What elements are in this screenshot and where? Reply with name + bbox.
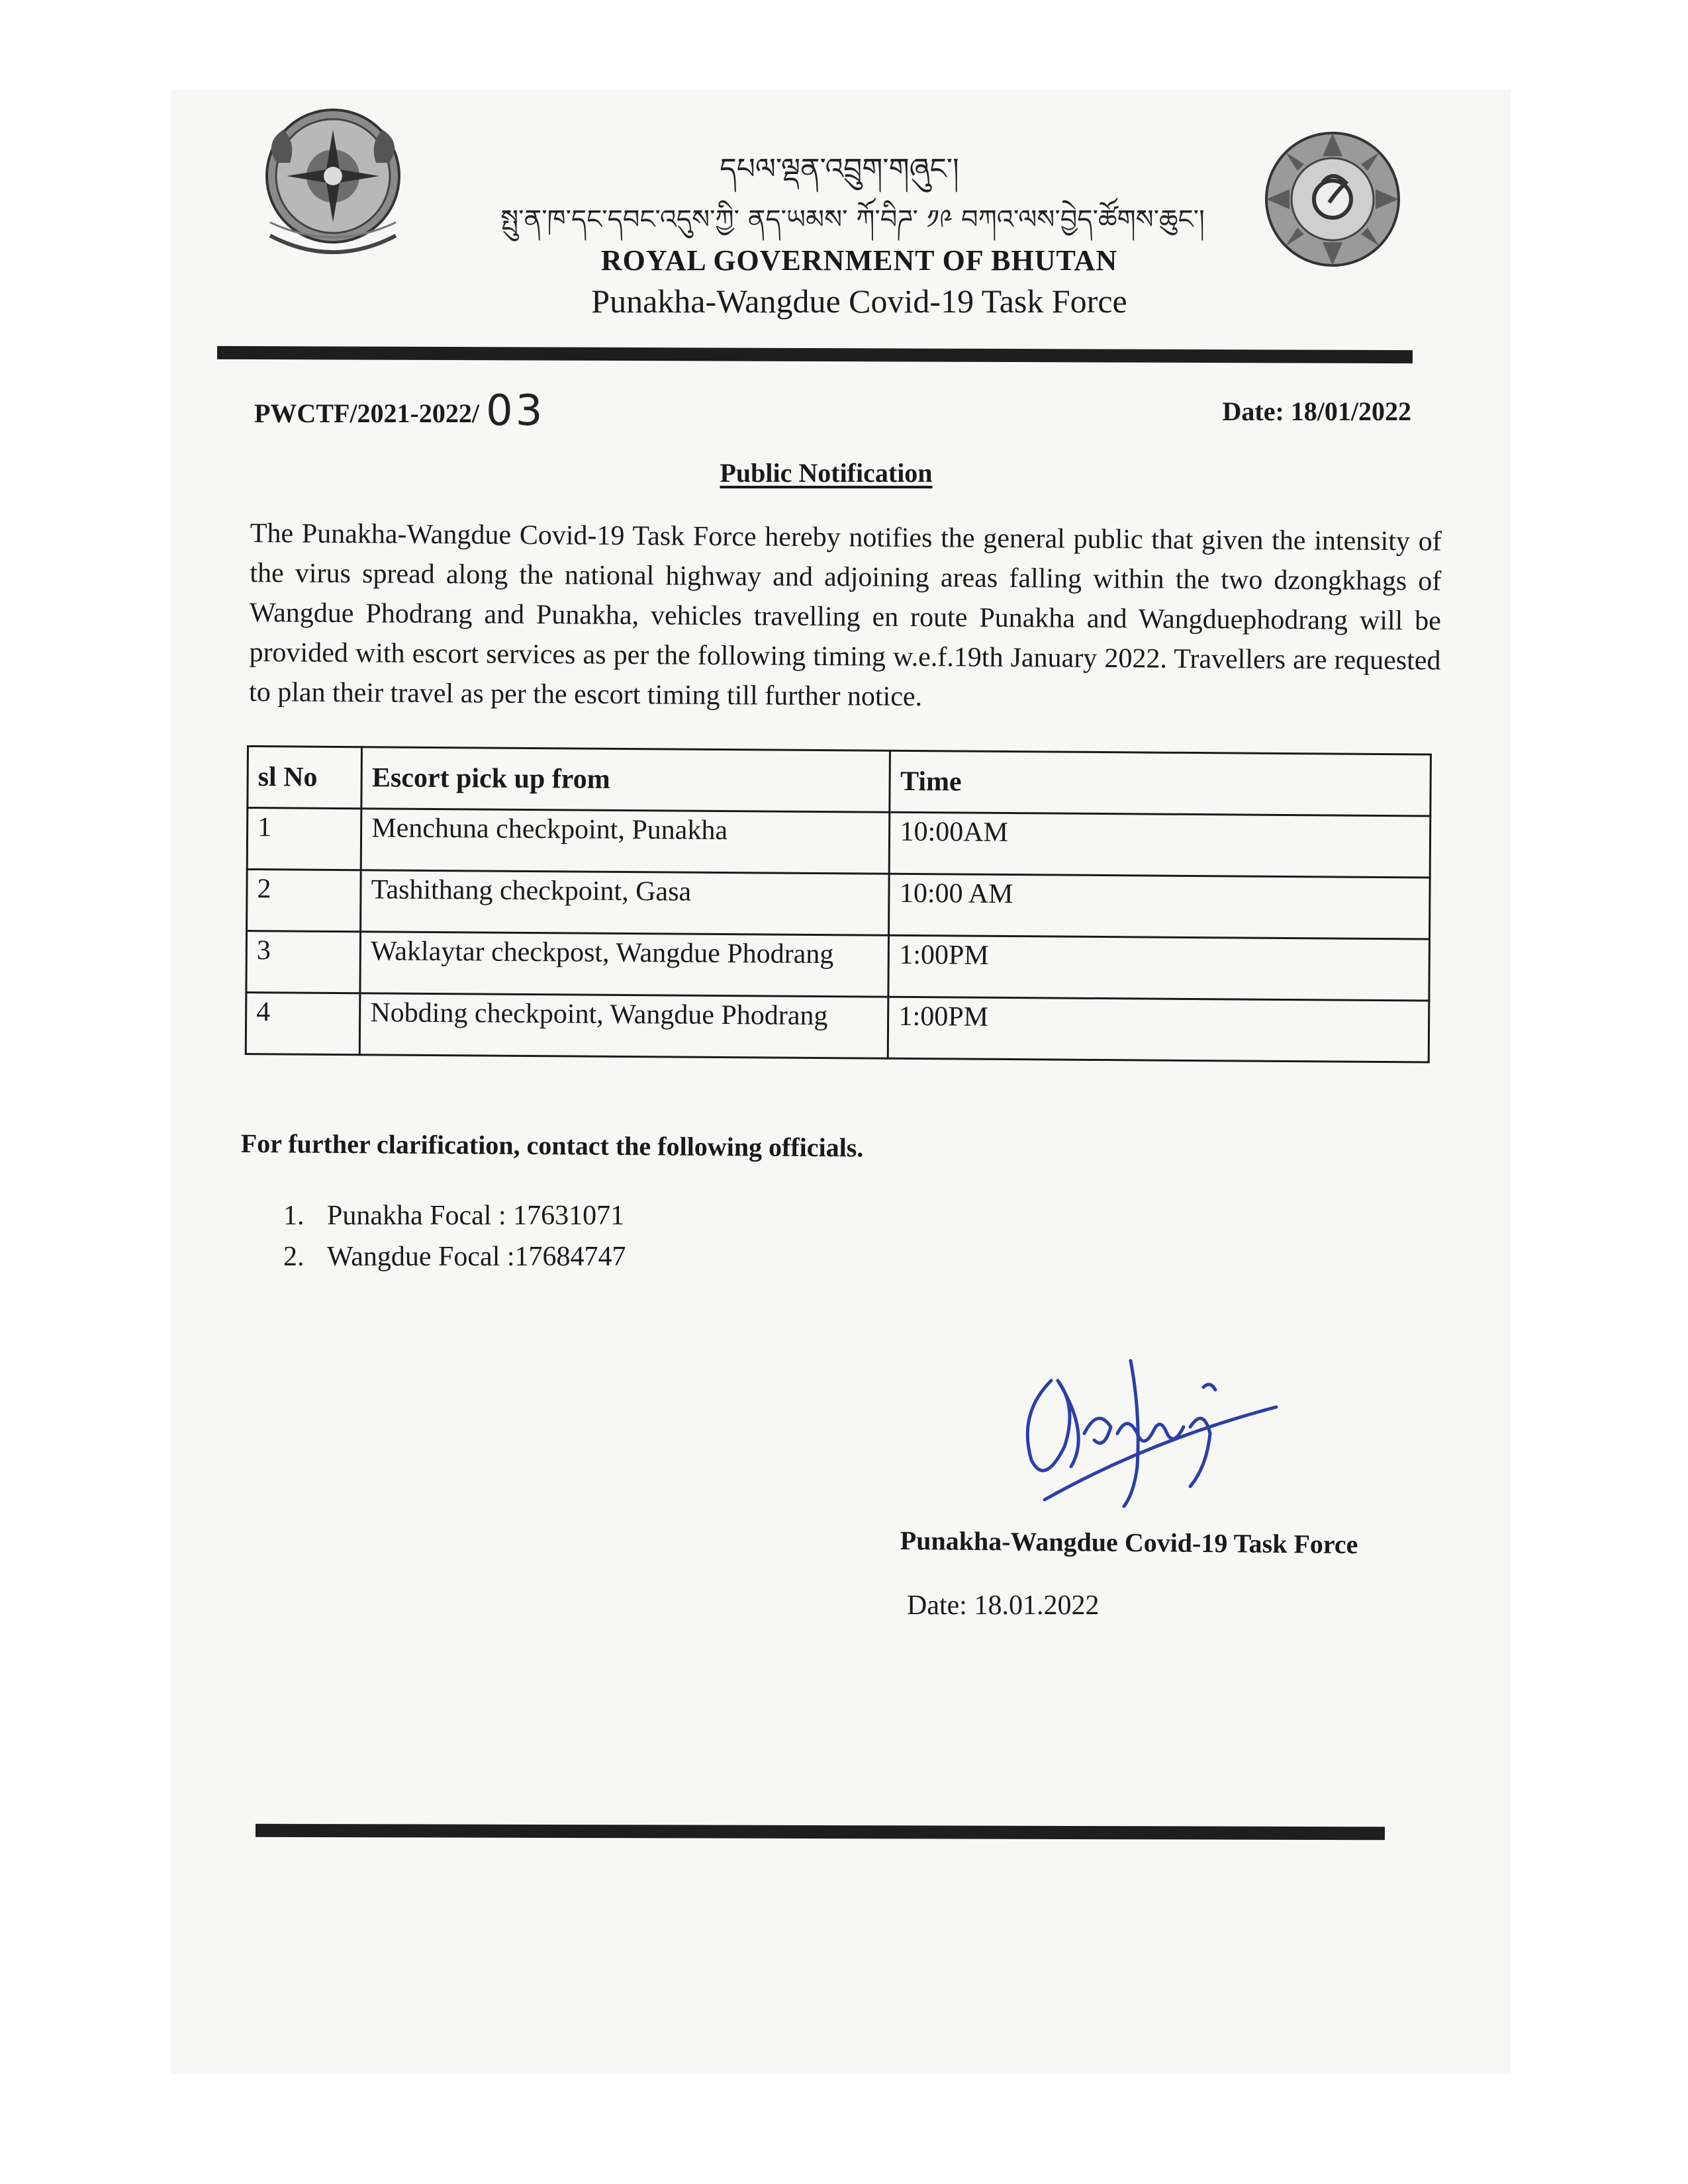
cell-time: 10:00 AM	[889, 874, 1430, 939]
cell-sl-no: 3	[246, 931, 361, 993]
cell-pickup: Tashithang checkpoint, Gasa	[361, 870, 890, 936]
reference-number	[254, 387, 545, 435]
list-item	[283, 1195, 626, 1236]
table-row	[246, 993, 1429, 1062]
table-row	[246, 931, 1430, 1001]
notice-body: The Punakha-Wangdue Covid-19 Task Force hereby notifies the general public that given the intensity of the virus spread along the national highway and adjoining areas falling within the two dzongkhags of Wangdue Phodrang and Punakha, vehicles travelling en route Punakha and Wangduephodrang will be provided with escort services as per the following timing w.e.f.19th January 2022. Travellers are requested to plan their travel as per the escort timing till further notice.	[248, 518, 1442, 713]
column-header-pickup: Escort pick up from	[361, 747, 890, 813]
dharma-wheel-icon	[1263, 130, 1402, 269]
contact-punakha: Punakha Focal : 17631071	[327, 1201, 625, 1231]
contact-wangdue: Wangdue Focal :17684747	[327, 1242, 626, 1272]
cell-time: 1:00PM	[888, 935, 1429, 1001]
escort-schedule-table	[245, 745, 1432, 1063]
reference-handwritten-number: 03	[485, 387, 545, 435]
signoff-organization: Punakha-Wangdue Covid-19 Task Force	[900, 1525, 1358, 1560]
document-page	[171, 90, 1511, 2074]
dzongkha-subtitle: སྤུ་ན་ཁ་དང་དབང་འདུས་ཀྱི་ ནད་ཡམས་ ཀོ་བིཌ་ ༡༩ བཀའ་ལས་བྱེད་ཚོགས་ཆུང་།	[500, 205, 1205, 235]
organization-name: ROYAL GOVERNMENT OF BHUTAN	[600, 244, 1118, 277]
clarification-heading: For further clarification, contact the following officials.	[240, 1128, 864, 1163]
list-item-number: 2.	[283, 1242, 305, 1272]
cell-pickup: Menchuna checkpoint, Punakha	[361, 809, 890, 874]
header-divider	[217, 346, 1413, 363]
cell-sl-no: 4	[246, 993, 360, 1055]
royal-emblem-icon	[257, 103, 409, 275]
list-item-number: 1.	[283, 1201, 305, 1231]
cell-time: 10:00AM	[890, 812, 1430, 878]
column-header-sl-no: sl No	[248, 747, 362, 809]
notice-title: Public Notification	[720, 458, 933, 488]
list-item	[283, 1236, 626, 1277]
task-force-name: Punakha-Wangdue Covid-19 Task Force	[591, 283, 1127, 320]
cell-time: 1:00PM	[888, 997, 1429, 1062]
cell-sl-no: 1	[247, 808, 361, 870]
table-row	[247, 808, 1430, 878]
table-row	[247, 870, 1430, 939]
signature-icon	[1005, 1334, 1289, 1533]
cell-sl-no: 2	[247, 870, 361, 932]
contact-list	[283, 1195, 626, 1277]
issue-date: Date: 18/01/2022	[1222, 396, 1411, 426]
cell-pickup: Nobding checkpoint, Wangdue Phodrang	[360, 993, 889, 1059]
cell-pickup: Waklaytar checkpost, Wangdue Phodrang	[360, 932, 889, 997]
table-header-row	[248, 747, 1431, 816]
reference-prefix: PWCTF/2021-2022/	[254, 398, 479, 428]
dzongkha-title: དཔལ་ལྡན་འབྲུག་གཞུང་།	[720, 152, 959, 186]
column-header-time: Time	[890, 751, 1430, 816]
signoff-date: Date: 18.01.2022	[907, 1590, 1100, 1621]
footer-divider	[256, 1824, 1385, 1840]
